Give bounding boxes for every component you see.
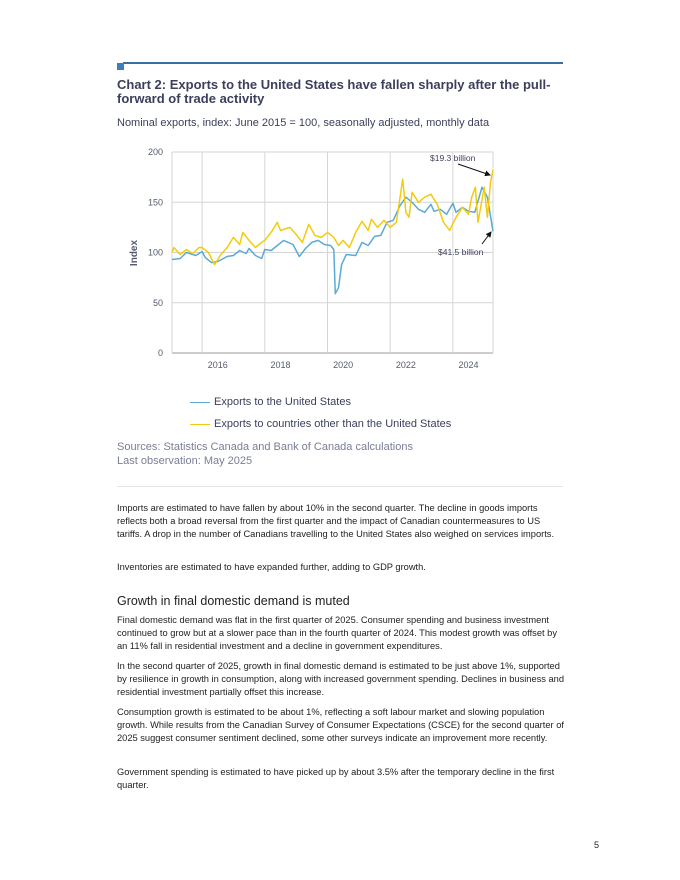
y-tick-label: 150 bbox=[147, 197, 163, 208]
annotation-arrow-us bbox=[482, 232, 491, 244]
exports-line-chart bbox=[0, 0, 680, 400]
x-tick-label: 2022 bbox=[395, 360, 416, 370]
y-tick-label: 0 bbox=[157, 348, 163, 358]
x-tick-label: 2018 bbox=[270, 360, 291, 370]
section-heading: Growth in final domestic demand is muted bbox=[117, 594, 350, 608]
annotation-exports-us: $41.5 billion bbox=[438, 247, 484, 257]
paragraph-q2-demand: In the second quarter of 2025, growth in final domestic demand is estimated to be just above 1%, supported by resilience in growth in consumption, along with increased government spending. Declines in business and residential investment partially offset this increase. bbox=[117, 661, 565, 697]
y-axis-label: Index bbox=[129, 239, 140, 267]
legend-item-us bbox=[190, 396, 351, 408]
x-tick-label: 2020 bbox=[333, 360, 354, 370]
x-tick-label: 2024 bbox=[458, 360, 479, 370]
x-tick-label: 2016 bbox=[207, 360, 228, 370]
y-tick-label: 50 bbox=[152, 297, 163, 308]
chart-title: Chart 2: Exports to the United States have fallen sharply after the pull-forward of trade activity bbox=[117, 77, 551, 106]
annotation-arrow-other bbox=[458, 164, 490, 175]
chart-subtitle: Nominal exports, index: June 2015 = 100, seasonally adjusted, monthly data bbox=[117, 117, 490, 129]
series-line-exports-us bbox=[172, 187, 493, 294]
annotation-exports-other: $19.3 billion bbox=[430, 153, 476, 163]
legend-swatch-blue bbox=[190, 402, 210, 403]
legend-item-other bbox=[190, 418, 451, 430]
y-tick-label: 100 bbox=[147, 247, 163, 258]
paragraph-imports: Imports are estimated to have fallen by about 10% in the second quarter. The decline in goods imports reflects both a broad reversal from the first quarter and the impact of Canadian countermeasures to US tariffs. A drop in the number of Canadians travelling to the United States also weighed on services imports. bbox=[117, 503, 555, 539]
page-number: 5 bbox=[594, 840, 600, 850]
legend-label: Exports to the United States bbox=[214, 396, 351, 408]
chart-sources: Sources: Statistics Canada and Bank of Canada calculations bbox=[117, 441, 413, 453]
divider bbox=[117, 486, 563, 487]
paragraph-government: Government spending is estimated to have picked up by about 3.5% after the temporary decline in the first quarter. bbox=[117, 767, 555, 790]
y-tick-label: 200 bbox=[147, 147, 163, 157]
chart-last-observation: Last observation: May 2025 bbox=[117, 455, 253, 467]
paragraph-consumption: Consumption growth is estimated to be about 1%, reflecting a soft labour market and slowing population growth. While results from the Canadian Survey of Consumer Expectations (CSCE) for the second quarter of 2025 suggest consumer sentiment declined, some other surveys indicate an improvement more recently. bbox=[117, 707, 564, 743]
legend-swatch-yellow bbox=[190, 424, 210, 425]
legend-label: Exports to countries other than the United States bbox=[214, 418, 452, 430]
paragraph-inventories: Inventories are estimated to have expanded further, adding to GDP growth. bbox=[117, 562, 426, 572]
paragraph-final-demand: Final domestic demand was flat in the first quarter of 2025. Consumer spending and business investment continued to grow but at a slower pace than in the fourth quarter of 2024. This modest growth was offset by an 11% fall in residential investment and a decline in government expenditures. bbox=[117, 615, 557, 651]
